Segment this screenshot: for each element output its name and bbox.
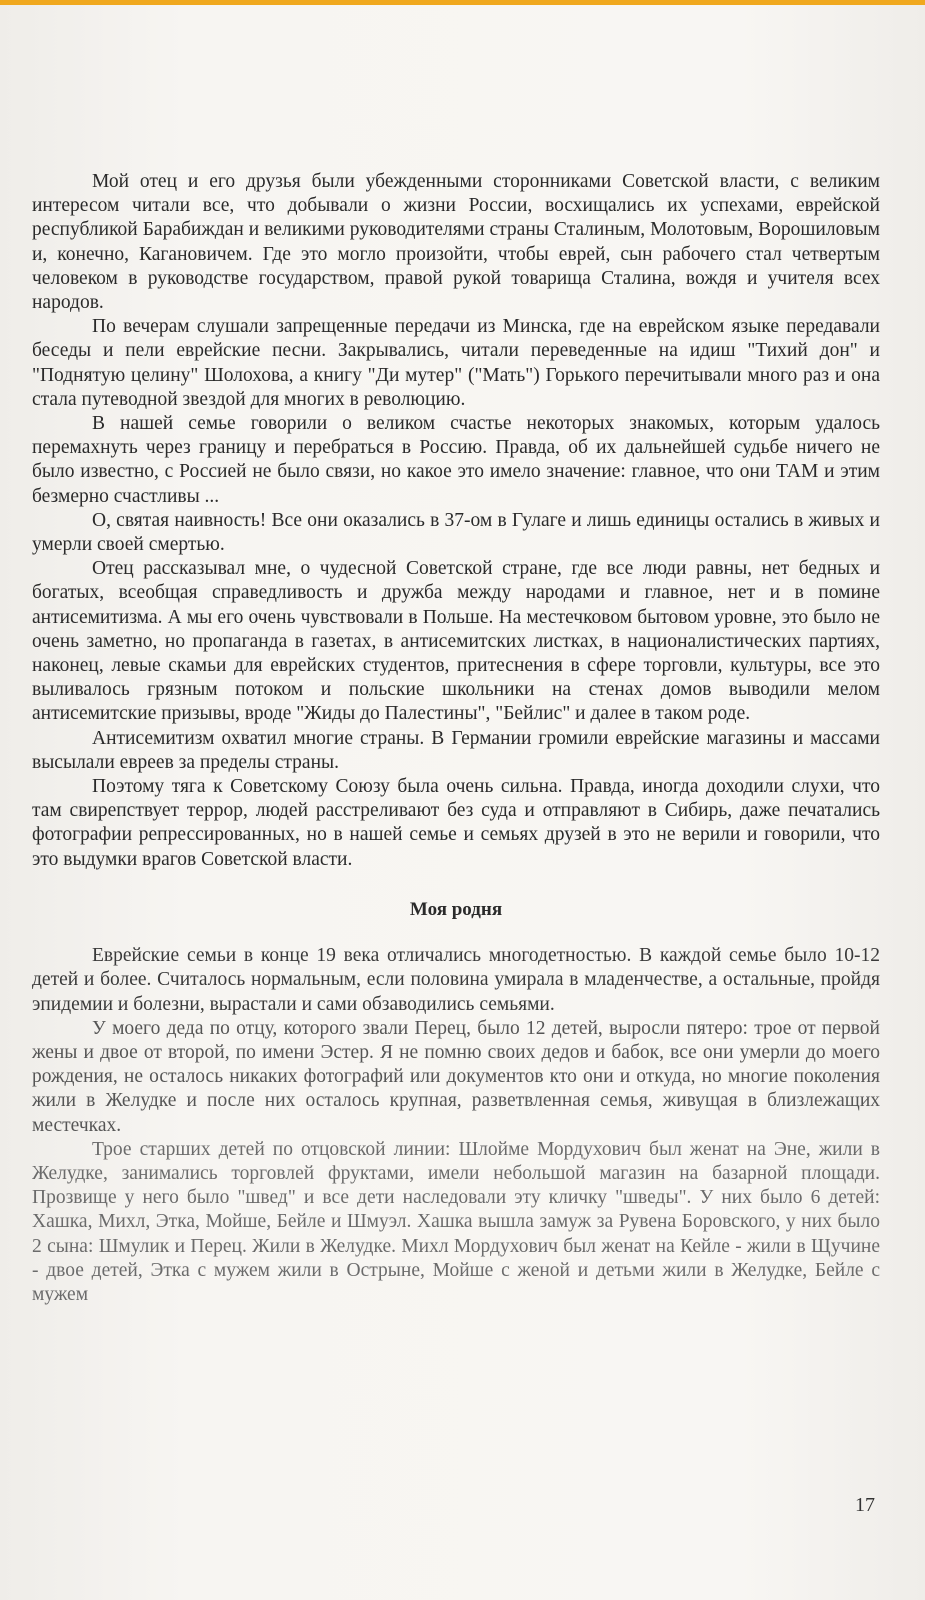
paragraph: По вечерам слушали запрещенные передачи из Минска, где на еврейском языке передавали беседы и пели еврейские песни. Закрывались, читали переведенные на идиш "Тихий дон" и "Поднятую целину" Шолохова, а книгу "Ди мутер" ("Мать") Горького перечитывали много раз и она стала путеводной звездой для многих в революцию. [32, 316, 880, 410]
paragraph: Антисемитизм охватил многие страны. В Германии громили еврейские магазины и массами высылали евреев за пределы страны. [32, 727, 880, 773]
paragraph: Еврейские семьи в конце 19 века отличались многодетностью. В каждой семье было 10-12 детей и более. Считалось нормальным, если половина умирала в младенчестве, а остальные, пройдя эпидемии и болезни, вырастали и сами обзаводились семьями. [32, 945, 880, 1015]
section-title: Моя родня [409, 898, 503, 920]
page-number: 17 [855, 1494, 875, 1516]
body-text [32, 170, 880, 1307]
paragraph: У моего деда по отцу, которого звали Перец, было 12 детей, выросли пятеро: трое от первой жены и двое от второй, по имени Эстер. Я не помню своих дедов и бабок, все они умерли до моего рождения, не осталось никаких фотографий или документов кто они и откуда, но многие поколения жили в Желудке и после них осталось крупная, разветвленная семья, живущая в близлежащих местечках. [32, 1017, 880, 1136]
paragraph: Поэтому тяга к Советскому Союзу была очень сильна. Правда, иногда доходили слухи, что там свирепствует террор, людей расстреливают без суда и отправляют в Сибирь, даже печатались фотографии репрессированных, но в нашей семье и семьях друзей в это не верили и говорили, что это выдумки врагов Советской власти. [32, 776, 880, 870]
paragraph: Мой отец и его друзья были убежденными сторонниками Советской власти, с великим интересом читали все, что добывали о жизни России, восхищались их успехами, еврейской республикой Барабиждан и великими руководителями страны Сталиным, Молотовым, Ворошиловым и, конечно, Кагановичем. Где это могло произойти, чтобы еврей, сын рабочего стал четвертым человеком в руководстве государством, правой рукой товарища Сталина, вождя и учителя всех народов. [32, 171, 880, 314]
top-edge-strip [0, 0, 925, 5]
paragraph: Трое старших детей по отцовской линии: Шлойме Мордухович был женат на Эне, жили в Желудке, занимались торговлей фруктами, имели небольшой магазин на базарной площади. Прозвище у него было "швед" и все дети наследовали эту кличку "шведы". У них было 6 детей: Хашка, Михл, Этка, Мойше, Бейле и Шмуэл. Хашка вышла замуж за Рувена Боровского, у них было 2 сына: Шмулик и Перец. Жили в Желудке. Михл Мордухович был женат на Кейле - жили в Щучине - двое детей, Этка с мужем жили в Острыне, Мойше с женой и детьми жили в Желудке, Бейле с мужем [32, 1138, 880, 1305]
paragraph: Отец рассказывал мне, о чудесной Советской стране, где все люди равны, нет бедных и богатых, всеобщая справедливость и дружба между народами и главное, нет и в помине антисемитизма. А мы его очень чувствовали в Польше. На местечковом бытовом уровне, это было не очень заметно, но пропаганда в газетах, в антисемитских листках, в националистических партиях, наконец, левые скамьи для еврейских студентов, притеснения в сфере торговли, культуры, все это выливалось грязным потоком и польские школьники на стенах домов выводили мелом антисемитские призывы, вроде "Жиды до Палестины", "Бейлис" и далее в таком роде. [32, 558, 880, 725]
paragraph: О, святая наивность! Все они оказались в 37-ом в Гулаге и лишь единицы остались в живых и умерли своей смертью. [32, 509, 880, 556]
paragraph: В нашей семье говорили о великом счастье некоторых знакомых, которым удалось перемахнуть через границу и перебраться в Россию. Правда, об их дальнейшей судьбе ничего не было известно, с Россией не было связи, но какое это имело значение: главное, что они ТАМ и этим безмерно счастливы ... [32, 413, 880, 507]
